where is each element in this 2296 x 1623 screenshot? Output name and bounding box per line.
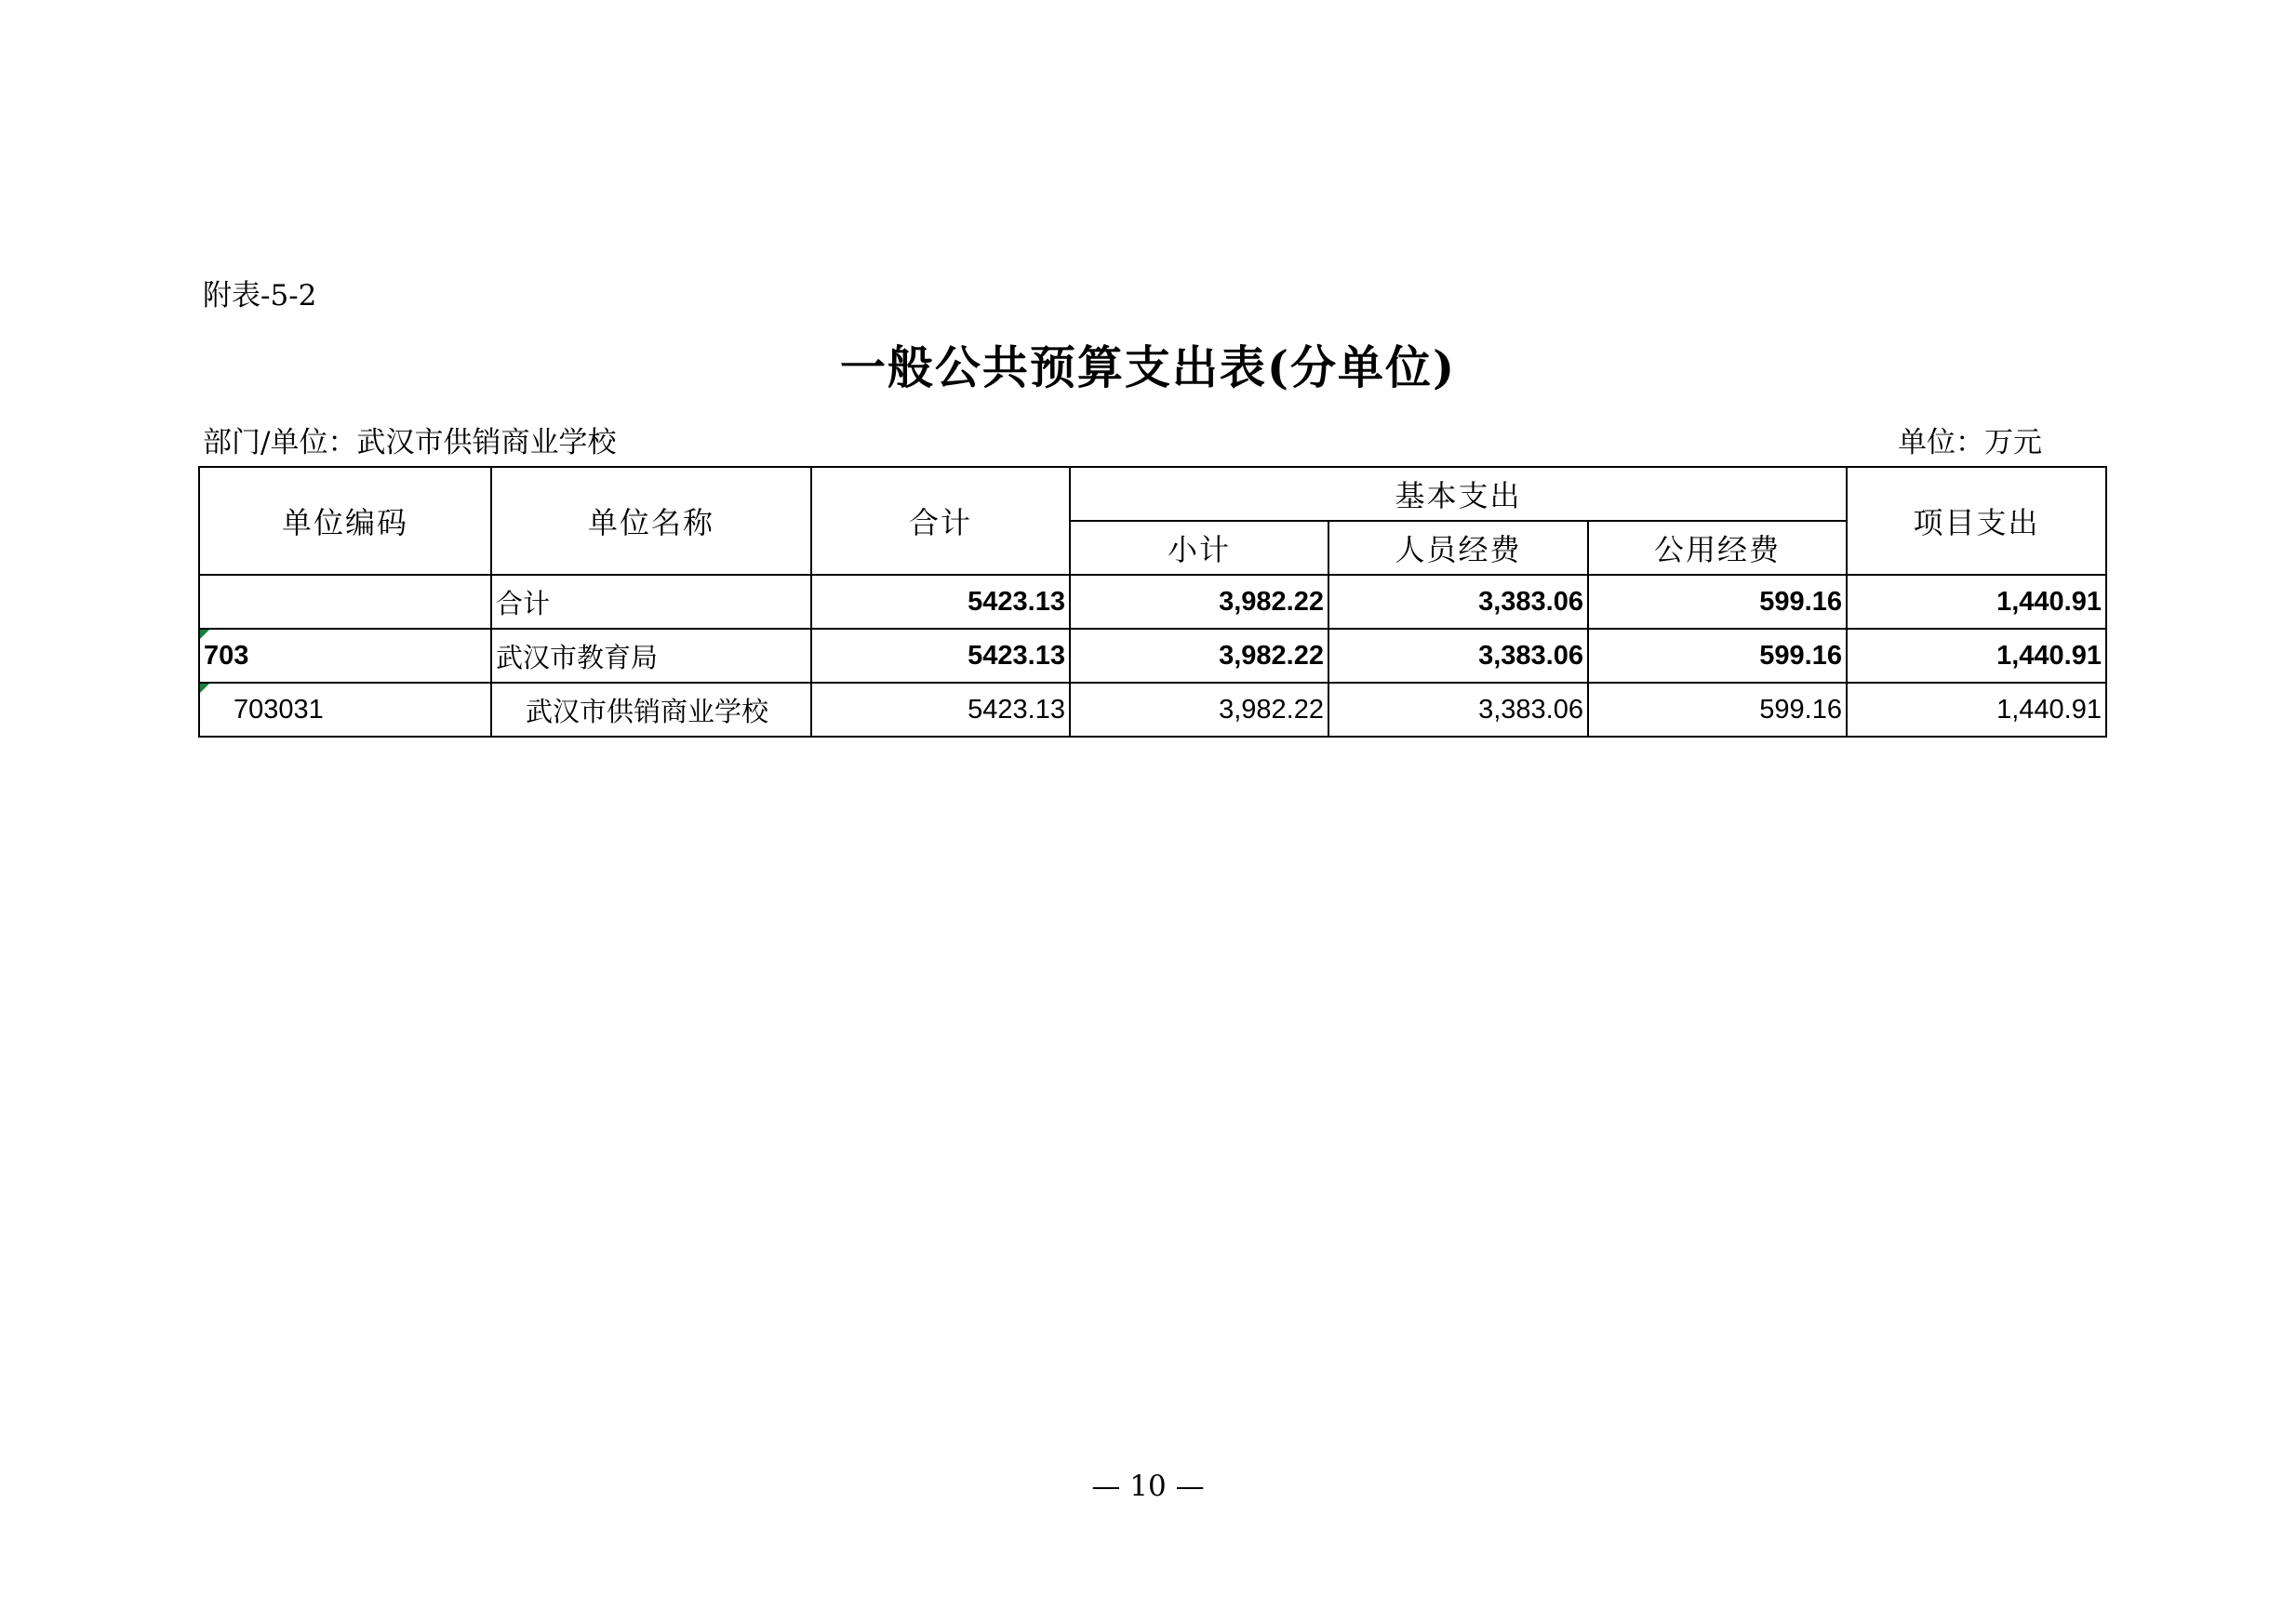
cell-personnel: 3,383.06 [1328,683,1588,737]
cell-public: 599.16 [1588,575,1847,629]
cell-subtotal: 3,982.22 [1070,629,1328,683]
cell-subtotal: 3,982.22 [1070,575,1328,629]
cell-name: 合计 [491,575,811,629]
cell-project: 1,440.91 [1847,575,2106,629]
header-name: 单位名称 [491,467,811,575]
cell-name: 武汉市供销商业学校 [491,683,811,737]
budget-table [198,466,2107,738]
cell-public: 599.16 [1588,683,1847,737]
header-row-top [199,467,2106,521]
department-label: 部门/单位：武汉市供销商业学校 [203,426,617,459]
cell-marker-icon [200,630,209,639]
table-row-total [199,575,2106,629]
cell-public: 599.16 [1588,629,1847,683]
header-basic-group: 基本支出 [1070,467,1847,521]
cell-code-text: 703 [204,640,249,671]
header-project: 项目支出 [1847,467,2106,575]
page-title: 一般公共预算支出表(分单位) [839,340,1457,394]
cell-name: 武汉市教育局 [491,629,811,683]
header-code: 单位编码 [199,467,491,575]
cell-code-text: 703031 [234,694,324,725]
unit-label: 单位：万元 [1898,426,2042,459]
cell-total: 5423.13 [811,629,1070,683]
cell-personnel: 3,383.06 [1328,629,1588,683]
attachment-label: 附表-5-2 [203,279,317,313]
cell-code [199,575,491,629]
cell-marker-icon [200,684,209,693]
header-total: 合计 [811,467,1070,575]
table-row-unit [199,683,2106,737]
header-subtotal: 小计 [1070,521,1328,575]
cell-total: 5423.13 [811,683,1070,737]
cell-project: 1,440.91 [1847,629,2106,683]
cell-total: 5423.13 [811,575,1070,629]
cell-subtotal: 3,982.22 [1070,683,1328,737]
table-row-department [199,629,2106,683]
header-public: 公用经费 [1588,521,1847,575]
header-personnel: 人员经费 [1328,521,1588,575]
cell-code [199,683,491,737]
cell-code [199,629,491,683]
cell-project: 1,440.91 [1847,683,2106,737]
page-number: — 10 — [1091,1470,1205,1503]
cell-personnel: 3,383.06 [1328,575,1588,629]
